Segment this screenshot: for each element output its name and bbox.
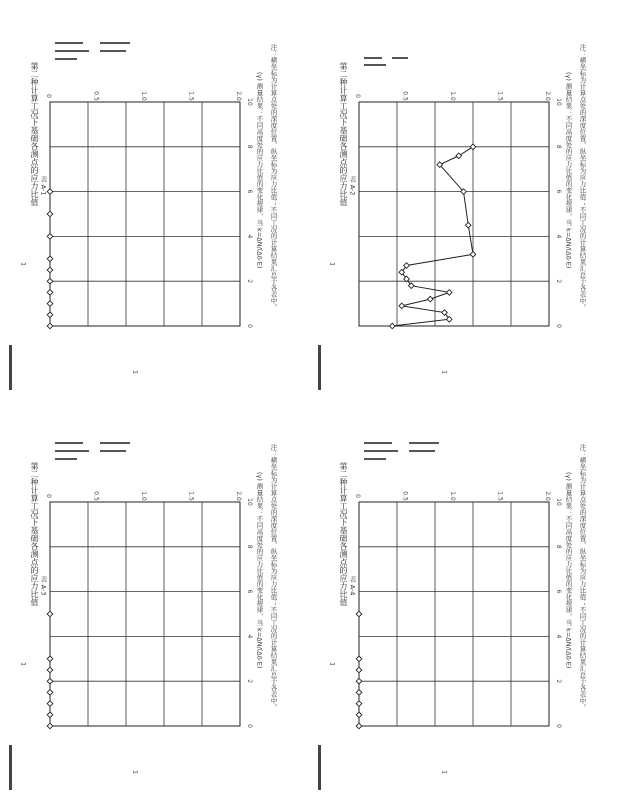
legend-line — [409, 442, 439, 444]
x-tick-label: 2 — [246, 679, 253, 684]
page-marker: 1 — [131, 770, 140, 775]
plot-frame — [359, 502, 549, 726]
data-point — [47, 323, 53, 329]
figure-caption: (γ) 测量结果：不同高度处的应力比值的变化规律，当 k=ΔN/(Δδ·E) — [255, 472, 264, 669]
x-tick-label: 6 — [246, 189, 253, 194]
figure-notes: 注：横坐标为计算点处的深度位置，纵坐标为应力比值；不同工况的计算结果汇总于各表中。 — [578, 44, 587, 311]
x-tick-label: 10 — [555, 98, 562, 106]
data-point — [356, 611, 362, 617]
x-tick-label: 0 — [246, 324, 253, 328]
data-point — [47, 701, 53, 707]
legend-line — [55, 442, 83, 444]
y-tick-label: 1.5 — [496, 91, 504, 101]
legend-line — [100, 450, 126, 452]
chart-panel-1 — [0, 0, 309, 400]
x-tick-label: 4 — [555, 234, 562, 239]
chart-panel-4 — [309, 400, 618, 800]
legend-line — [364, 458, 386, 460]
chart-title: 第二种计算工况下基础各测点的应力比值 — [339, 462, 348, 606]
x-tick-label: 6 — [246, 589, 253, 594]
side-mark — [9, 345, 12, 390]
y-tick-label: 1.0 — [140, 491, 147, 501]
y-tick-label: 1.5 — [187, 91, 195, 101]
chart-svg — [349, 90, 569, 350]
data-point — [47, 678, 53, 684]
data-point — [47, 211, 53, 217]
x-tick-label: 8 — [246, 144, 253, 149]
data-point — [47, 256, 53, 262]
data-point — [446, 290, 452, 296]
data-point — [356, 701, 362, 707]
chart-subtitle: 表 A-4 — [348, 576, 357, 596]
data-point — [465, 222, 471, 228]
legend-line — [100, 42, 130, 44]
x-tick-label: 4 — [555, 634, 562, 639]
data-point — [47, 234, 53, 240]
data-point — [389, 323, 395, 329]
data-point — [47, 723, 53, 729]
data-point — [47, 278, 53, 284]
x-tick-label: 10 — [246, 498, 253, 506]
data-point — [399, 303, 405, 309]
y-tick-label: 0 — [45, 94, 52, 98]
page-marker: 1 — [328, 662, 337, 667]
data-point — [47, 667, 53, 673]
figure-caption: (γ) 测量结果：不同高度处的应力比值的变化规律，当 k=ΔN/(Δδ·E) — [564, 472, 573, 669]
side-mark — [318, 345, 321, 390]
data-point — [356, 667, 362, 673]
chart-subtitle: 表 A-1 — [39, 176, 48, 196]
x-tick-label: 0 — [555, 724, 562, 728]
x-tick-label: 4 — [246, 634, 253, 639]
legend-line — [55, 50, 89, 52]
data-point — [470, 252, 476, 258]
legend-line — [409, 450, 435, 452]
y-tick-label: 2.0 — [235, 491, 242, 501]
y-tick-label: 0.5 — [401, 91, 409, 101]
data-point — [470, 144, 476, 150]
x-tick-label: 4 — [246, 234, 253, 239]
figure-notes: 注：横坐标为计算点处的深度位置，纵坐标为应力比值；不同工况的计算结果汇总于各表中。 — [269, 444, 278, 711]
legend-line — [392, 57, 408, 59]
data-point — [47, 712, 53, 718]
y-tick-label: 0.5 — [92, 91, 100, 101]
data-point — [427, 296, 433, 302]
data-point — [47, 312, 53, 318]
chart-svg — [349, 490, 569, 750]
data-point — [47, 301, 53, 307]
y-tick-label: 0 — [45, 494, 52, 498]
side-mark — [318, 745, 321, 790]
data-point — [456, 153, 462, 159]
data-point — [356, 656, 362, 662]
chart-title: 第二种计算工况下基础各测点的应力比值 — [339, 62, 348, 206]
page-marker: 1 — [19, 262, 28, 267]
legend-block — [364, 55, 444, 85]
data-point — [47, 189, 53, 195]
page-marker: 1 — [440, 770, 449, 775]
data-point — [47, 611, 53, 617]
x-tick-label: 6 — [555, 589, 562, 594]
legend-line — [364, 57, 382, 59]
chart-title: 第二种计算工况下基础各测点的应力比值 — [30, 462, 39, 606]
legend-block — [55, 440, 165, 480]
y-tick-label: 1.0 — [449, 491, 456, 501]
x-tick-label: 0 — [246, 724, 253, 728]
y-tick-label: 0 — [354, 94, 361, 98]
legend-line — [55, 58, 77, 60]
x-tick-label: 8 — [555, 144, 562, 149]
figure-caption: (γ) 测量结果：不同高度处的应力比值的变化规律，当 k=ΔN/(Δδ·E) — [255, 72, 264, 269]
chart-title: 第二种计算工况下基础各测点的应力比值 — [30, 62, 39, 206]
y-tick-label: 2.0 — [544, 91, 551, 101]
x-tick-label: 10 — [555, 498, 562, 506]
x-tick-label: 2 — [246, 279, 253, 284]
page-marker: 1 — [440, 370, 449, 375]
y-tick-label: 0 — [354, 494, 361, 498]
figure-notes: 注：横坐标为计算点处的深度位置，纵坐标为应力比值；不同工况的计算结果汇总于各表中。 — [578, 444, 587, 711]
data-point — [47, 290, 53, 296]
page-marker: 1 — [328, 262, 337, 267]
chart-svg — [40, 90, 260, 350]
x-tick-label: 6 — [555, 189, 562, 194]
chart-subtitle: 表 A-2 — [348, 176, 357, 196]
x-tick-label: 8 — [555, 544, 562, 549]
legend-line — [55, 458, 77, 460]
x-tick-label: 10 — [246, 98, 253, 106]
plot-frame — [359, 102, 549, 326]
x-tick-label: 8 — [246, 544, 253, 549]
side-mark — [9, 745, 12, 790]
legend-line — [364, 442, 392, 444]
chart-panel-2 — [309, 0, 618, 400]
legend-block — [55, 40, 165, 80]
data-point — [47, 267, 53, 273]
plot-frame — [50, 102, 240, 326]
chart-svg — [40, 490, 260, 750]
legend-line — [364, 450, 398, 452]
y-tick-label: 0.5 — [401, 491, 409, 501]
legend-line — [55, 450, 89, 452]
legend-line — [364, 64, 386, 66]
y-tick-label: 2.0 — [235, 91, 242, 101]
y-tick-label: 0.5 — [92, 491, 100, 501]
y-tick-label: 1.5 — [496, 491, 504, 501]
plot-frame — [50, 502, 240, 726]
y-tick-label: 1.0 — [140, 91, 147, 101]
page-marker: 1 — [19, 662, 28, 667]
page-marker: 1 — [131, 370, 140, 375]
chart-panel-3 — [0, 400, 309, 800]
y-tick-label: 2.0 — [544, 491, 551, 501]
chart-subtitle: 表 A-3 — [39, 576, 48, 596]
data-point — [47, 656, 53, 662]
x-tick-label: 2 — [555, 279, 562, 284]
figure-caption: (γ) 测量结果：不同高度处的应力比值的变化规律，当 k=ΔN/(Δδ·E) — [564, 72, 573, 269]
x-tick-label: 0 — [555, 324, 562, 328]
data-point — [356, 690, 362, 696]
data-point — [47, 690, 53, 696]
legend-line — [100, 50, 126, 52]
y-tick-label: 1.0 — [449, 91, 456, 101]
data-point — [356, 678, 362, 684]
legend-line — [55, 42, 83, 44]
data-point — [356, 712, 362, 718]
legend-block — [364, 440, 474, 480]
data-point — [356, 723, 362, 729]
x-tick-label: 2 — [555, 679, 562, 684]
figure-notes: 注：横坐标为计算点处的深度位置，纵坐标为应力比值；不同工况的计算结果汇总于各表中。 — [269, 44, 278, 311]
y-tick-label: 1.5 — [187, 491, 195, 501]
legend-line — [100, 442, 130, 444]
